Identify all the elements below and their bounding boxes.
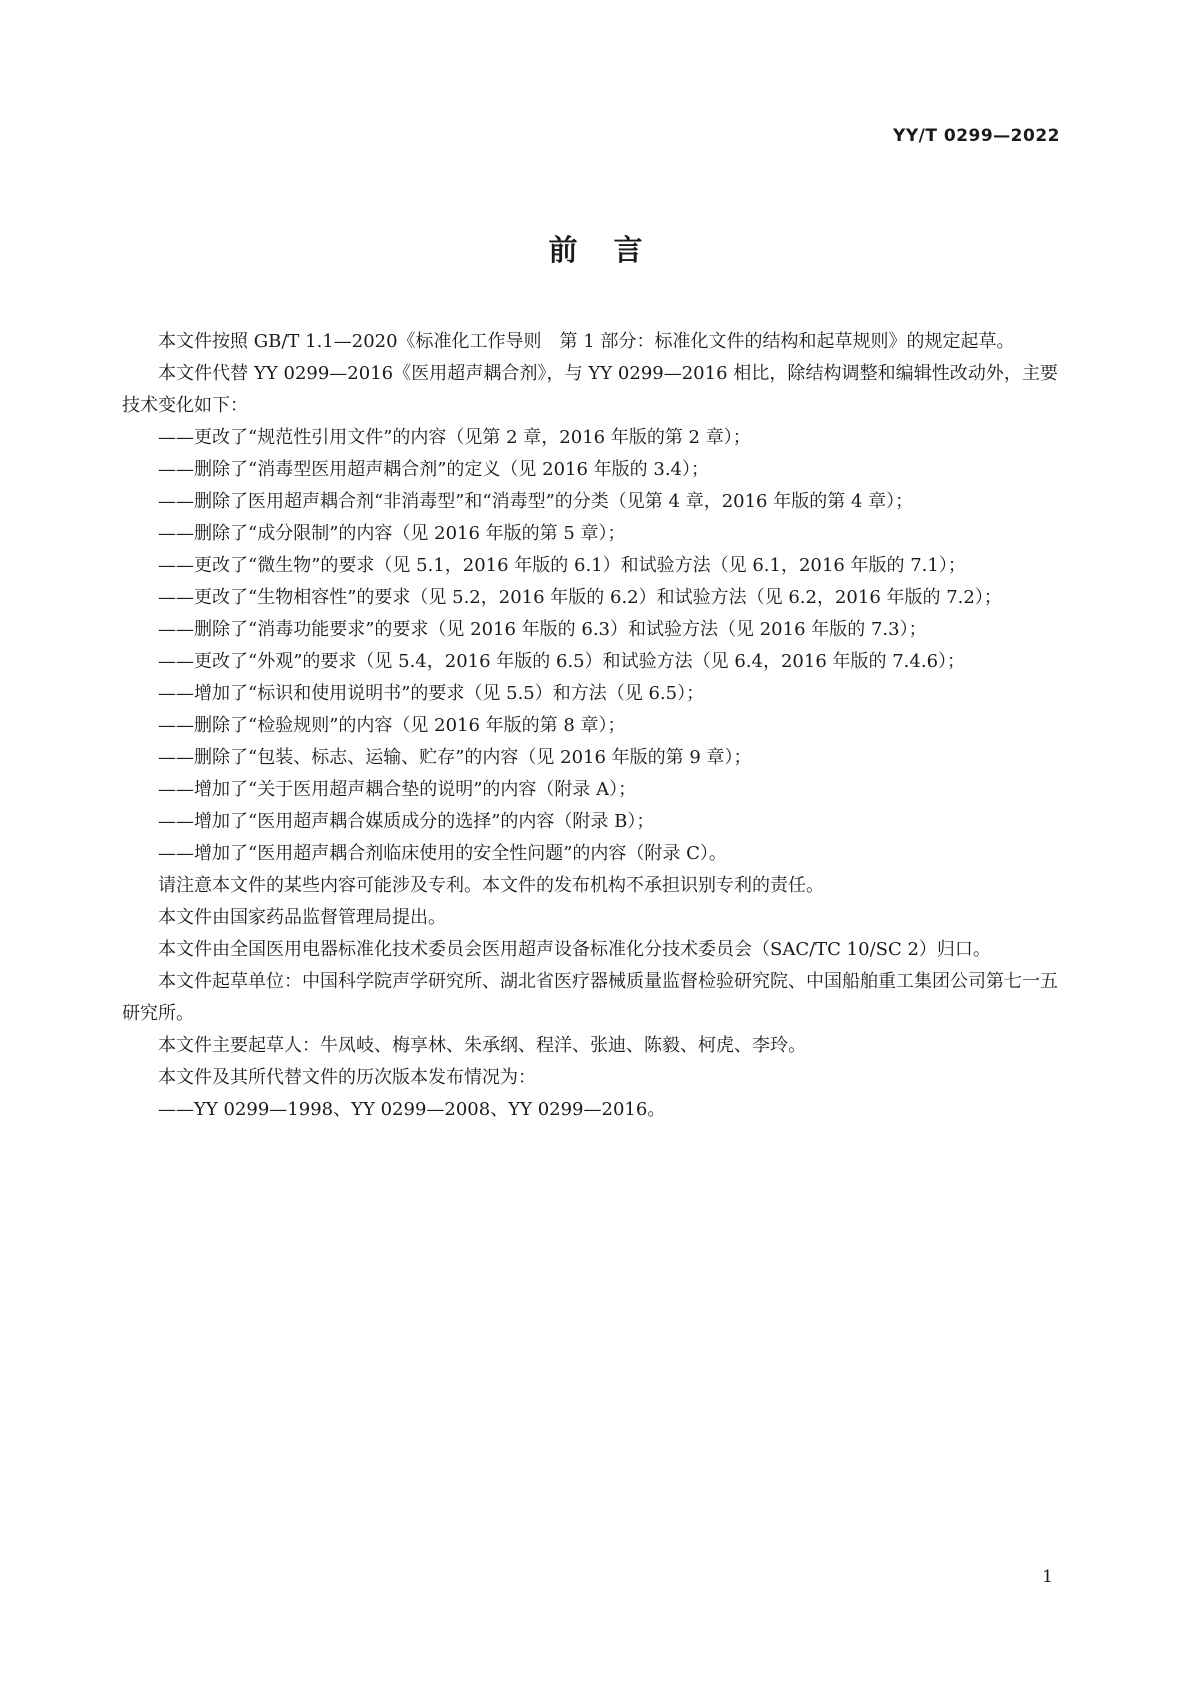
page-title: 前言 — [548, 233, 679, 267]
change-item: ——删除了“消毒功能要求”的要求（见 2016 年版的 6.3）和试验方法（见 2016 年版的 7.3）； — [158, 619, 927, 640]
paragraph-drafting-units: 本文件起草单位：中国科学院声学研究所、湖北省医疗器械质量监督检验研究院、中国船舶重工集团公司第七一五研究所。 — [122, 971, 1058, 1024]
change-item: ——删除了“成分限制”的内容（见 2016 年版的第 5 章）； — [158, 523, 626, 544]
paragraph-drafters: 本文件主要起草人：牛凤岐、梅享林、朱承纲、程洋、张迪、陈毅、柯虎、李玲。 — [158, 1035, 806, 1056]
paragraph-drafting-rules: 本文件按照 GB/T 1.1—2020《标准化工作导则 第 1 部分：标准化文件的结构和起草规则》的规定起草。 — [158, 331, 1015, 352]
paragraph-proposer: 本文件由国家药品监督管理局提出。 — [158, 907, 446, 928]
paragraph-committee: 本文件由全国医用电器标准化技术委员会医用超声设备标准化分技术委员会（SAC/TC 10/SC 2）归口。 — [158, 939, 991, 960]
change-item: ——增加了“医用超声耦合剂临床使用的安全性问题”的内容（附录 C）。 — [158, 843, 727, 864]
paragraph-replacement: 本文件代替 YY 0299—2016《医用超声耦合剂》，与 YY 0299—2016 相比，除结构调整和编辑性改动外，主要技术变化如下： — [122, 363, 1058, 416]
foreword-body — [122, 326, 1058, 1126]
change-item: ——更改了“外观”的要求（见 5.4，2016 年版的 6.5）和试验方法（见 6.4，2016 年版的 7.4.6）； — [158, 651, 966, 672]
paragraph-history-intro: 本文件及其所代替文件的历次版本发布情况为： — [158, 1067, 536, 1088]
change-item: ——更改了“规范性引用文件”的内容（见第 2 章，2016 年版的第 2 章）； — [158, 427, 751, 448]
paragraph-patent-notice: 请注意本文件的某些内容可能涉及专利。本文件的发布机构不承担识别专利的责任。 — [158, 875, 824, 896]
change-item: ——删除了“包装、标志、运输、贮存”的内容（见 2016 年版的第 9 章）； — [158, 747, 752, 768]
standard-number: YY/T 0299—2022 — [893, 126, 1060, 146]
page-number: 1 — [1042, 1567, 1053, 1587]
change-item: ——删除了“消毒型医用超声耦合剂”的定义（见 2016 年版的 3.4）； — [158, 459, 710, 480]
change-item: ——更改了“微生物”的要求（见 5.1，2016 年版的 6.1）和试验方法（见 6.1，2016 年版的 7.1）； — [158, 555, 966, 576]
change-item: ——增加了“标识和使用说明书”的要求（见 5.5）和方法（见 6.5）； — [158, 683, 705, 704]
change-item: ——删除了医用超声耦合剂“非消毒型”和“消毒型”的分类（见第 4 章，2016 年版的第 4 章）； — [158, 491, 914, 512]
change-item: ——更改了“生物相容性”的要求（见 5.2，2016 年版的 6.2）和试验方法（见 6.2，2016 年版的 7.2）； — [158, 587, 1002, 608]
change-item: ——增加了“医用超声耦合媒质成分的选择”的内容（附录 B）； — [158, 811, 655, 832]
change-item: ——删除了“检验规则”的内容（见 2016 年版的第 8 章）； — [158, 715, 626, 736]
history-item: ——YY 0299—1998、YY 0299—2008、YY 0299—2016。 — [158, 1099, 666, 1120]
change-item: ——增加了“关于医用超声耦合垫的说明”的内容（附录 A）； — [158, 779, 637, 800]
